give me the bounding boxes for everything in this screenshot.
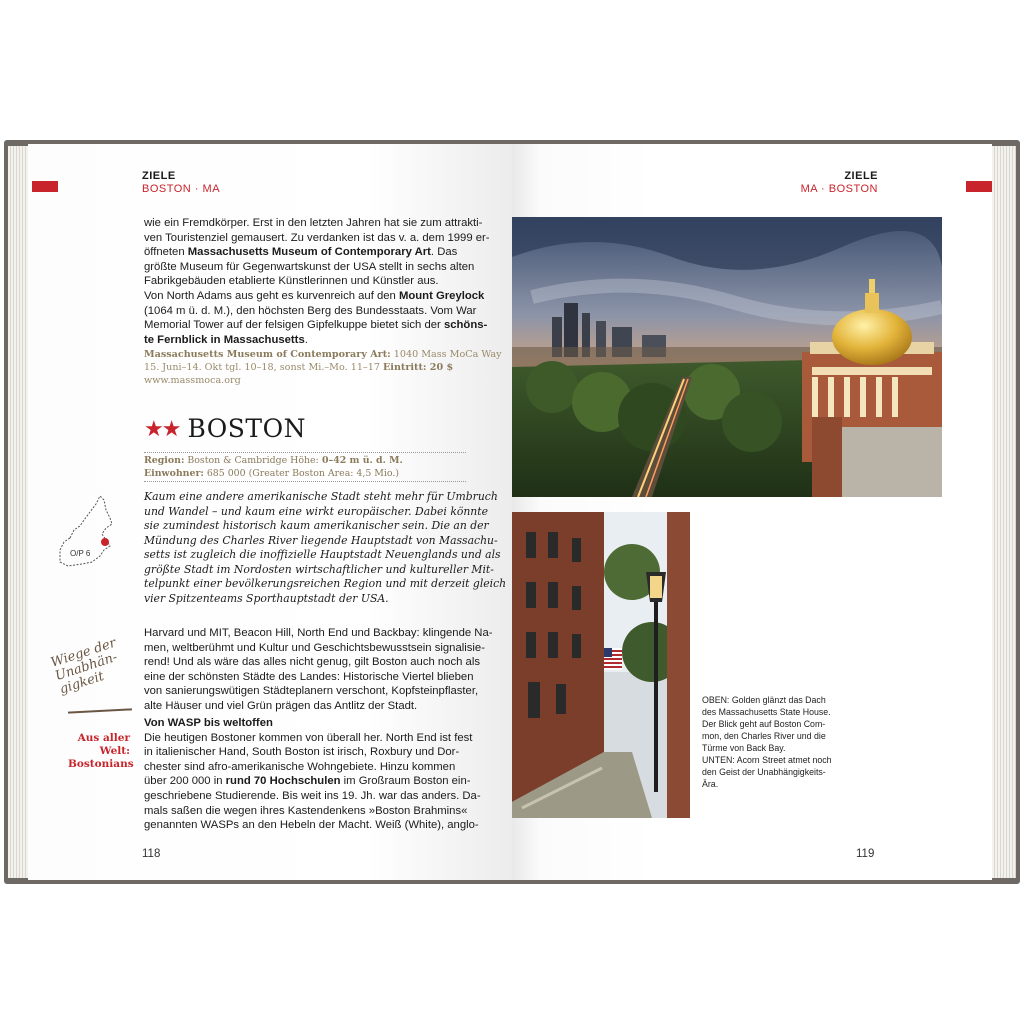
- text-line: Kaum eine andere amerikanische Stadt steht mehr für Umbruch: [144, 490, 498, 503]
- text-line: UNTEN: Acorn Street atmet noch: [702, 755, 832, 765]
- museum-info: [144, 348, 502, 387]
- text-line: in italienischer Hand, South Boston ist irisch, Roxbury und Dor-: [144, 746, 460, 759]
- text-line: OBEN: Golden glänzt das Dach: [702, 695, 826, 705]
- intro-text: [144, 490, 507, 606]
- text-line: Einwohner: 685 000 (Greater Boston Area: 4,5 Mio.): [144, 468, 400, 479]
- text-line: den Geist der Unabhängigkeits-: [702, 767, 826, 777]
- state-house-photo: [512, 217, 942, 497]
- text-line: Fabrikgebäuden etablierte Künstlerinnen und Künstler aus.: [144, 275, 439, 288]
- text-line: Massachusetts Museum of Contemporary Art: 1040 Mass MoCa Way: [144, 349, 502, 361]
- text-line: Die heutigen Bostoner kommen von überall her. North End ist fest: [144, 731, 473, 744]
- margin-side-note: Aus aller Welt: Bostonians: [68, 732, 134, 770]
- text-line: chester sind afro-amerikanische Wohngebiete. Hinzu kommen: [144, 760, 456, 773]
- fact-box: [144, 452, 466, 482]
- page-number: 119: [856, 848, 875, 860]
- margin-handwritten-note: Wiege der Unabhän-gigkeit: [49, 635, 120, 698]
- right-page: [512, 144, 992, 880]
- header-sub: MA · BOSTON: [800, 183, 878, 195]
- text-line: rend! Und als wäre das alles nicht genug, gilt Boston auch noch als: [144, 656, 480, 669]
- text-line: Der Blick geht auf Boston Com-: [702, 719, 826, 729]
- text-line: größte Museum für Gegenwartskunst der USA stellt in sechs alten: [144, 260, 475, 273]
- text-line: Region: Boston & Cambridge Höhe: 0–42 m ü. d. M.: [144, 455, 403, 466]
- text-line: über 200 000 in rund 70 Hochschulen im Großraum Boston ein-: [144, 775, 471, 788]
- left-page: [28, 144, 512, 880]
- top-text: [144, 216, 502, 387]
- text-line: mals saßen die wegen ihres Kastendenkens »Boston Brahmins«: [144, 804, 468, 817]
- text-line: setts ist zugleich die inoffizielle Hauptstadt Neuenglands und als: [144, 548, 501, 561]
- page-edges-left: [8, 146, 30, 878]
- text-line: genannten WASPs an den Hebeln der Macht. Weiß (White), anglo-: [144, 819, 479, 832]
- header-section: ZIELE: [844, 170, 878, 182]
- page-edges-right: [992, 146, 1016, 878]
- paragraph-3: [144, 731, 488, 833]
- text-line: (1064 m ü. d. M.), den höchsten Berg des Bundesstaats. Vom War: [144, 304, 477, 317]
- new-england-map-icon: [56, 490, 116, 580]
- photo-caption: [702, 694, 872, 790]
- text-line: Türme von Back Bay.: [702, 743, 786, 753]
- text-line: men, weltberühmt und Kultur und Geschichtsbewusstsein signalisie-: [144, 641, 485, 654]
- text-line: 15. Juni–14. Okt tgl. 10–18, sonst Mi.–Mo. 11–17 Eintritt: 20 $: [144, 362, 454, 374]
- top-text-lines: [144, 216, 490, 347]
- header-section: ZIELE: [142, 170, 176, 182]
- running-header: [801, 170, 878, 196]
- text-line: alte Häuser und viel Grün prägen das Antlitz der Stadt.: [144, 699, 418, 712]
- two-stars-icon: ★★: [144, 415, 180, 441]
- page-number: 118: [142, 848, 161, 860]
- text-line: des Massachusetts State House.: [702, 707, 831, 717]
- section-marker: [966, 181, 992, 192]
- text-line: wie ein Fremdkörper. Erst in den letzten Jahren hat sie zum attrakti-: [144, 217, 483, 229]
- text-line: sie zumindest historisch kaum amerikanischer sein. Die an der: [144, 519, 489, 532]
- text-line: Memorial Tower auf der felsigen Gipfelkuppe bietet sich der schöns-: [144, 319, 488, 332]
- text-line: eine der schönsten Städte des Landes: Historische Viertel blieben: [144, 670, 474, 683]
- paragraph-2: [144, 626, 493, 714]
- text-line: mon, den Charles River und die: [702, 731, 826, 741]
- text-line: telpunkt einer bevölkerungsreichen Region und mit derzeit gleich: [144, 577, 507, 590]
- section-marker: [32, 181, 58, 192]
- section-wasp: [144, 716, 488, 833]
- running-header: [142, 170, 220, 196]
- handwritten-underline: [68, 708, 132, 713]
- page-title: BOSTON: [187, 414, 306, 443]
- text-line: Von North Adams aus geht es kurvenreich auf den Mount Greylock: [144, 289, 485, 302]
- text-line: öffneten Massachusetts Museum of Contemporary Art. Das: [144, 246, 458, 259]
- text-line: te Fernblick in Massachusetts.: [144, 333, 308, 346]
- subheading: Von WASP bis weltoffen: [144, 717, 273, 729]
- text-line: Harvard und MIT, Beacon Hill, North End und Backbay: klingende Na-: [144, 627, 493, 639]
- text-line: vier Spitzenteams Sporthauptstadt der USA.: [144, 591, 389, 605]
- text-line: größte Stadt im Nordosten wirtschaftlicher und kultureller Mit-: [144, 562, 494, 576]
- text-line: ven Touristenziel gemausert. Zu verdanken ist das v. a. dem 1999 er-: [144, 231, 490, 244]
- text-line: geschriebene Studierende. Bis weit ins 19. Jh. war das anders. Da-: [144, 789, 481, 802]
- text-line: www.massmoca.org: [144, 375, 241, 387]
- text-line: von sanierungswütigen Städteplanern verschont, Kopfsteinpflaster,: [144, 685, 479, 698]
- text-line: Ära.: [702, 779, 719, 789]
- map-grid-label: O/P 6: [70, 549, 91, 558]
- acorn-street-photo: [512, 512, 690, 818]
- text-line: Mündung des Charles River liegende Hauptstadt von Massachu-: [144, 533, 498, 547]
- header-sub: BOSTON · MA: [142, 183, 221, 195]
- boston-heading: [144, 414, 306, 443]
- text-line: und Wandel – und kaum eine wirkt europäischer. Dabei könnte: [144, 504, 488, 518]
